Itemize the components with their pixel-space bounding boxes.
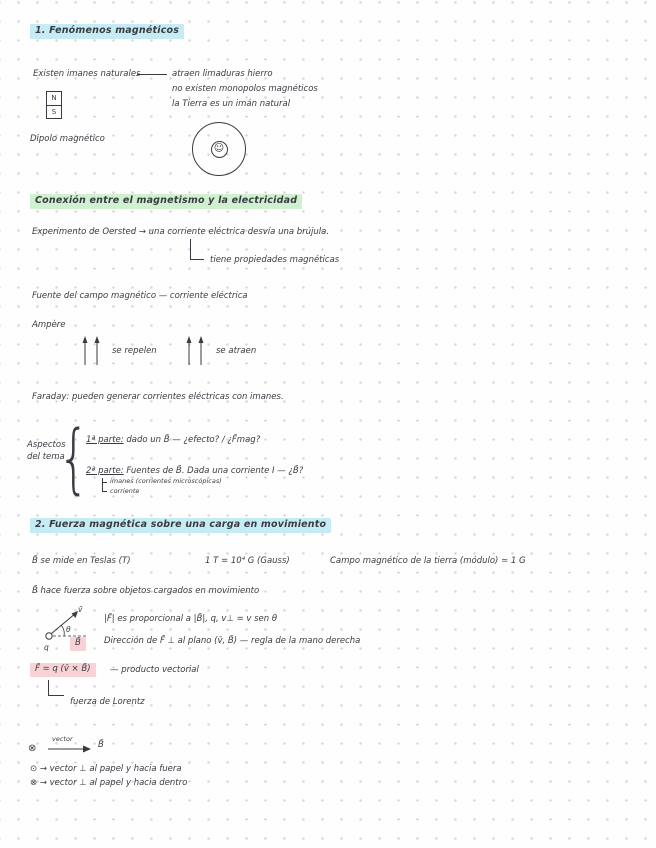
natural-magnets-text: Existen imanes naturales: [33, 69, 141, 79]
part2-sub-stub2: [102, 491, 107, 492]
gauss-conversion-text: 1 T = 10⁴ G (Gauss): [205, 556, 290, 566]
b-vector-label: B̄: [98, 740, 104, 750]
oersted-note-bracket: [190, 239, 204, 260]
section3-title: 2. Fuerza magnética sobre una carga en movimiento: [30, 518, 331, 533]
aspects-brace: {: [58, 413, 90, 502]
part1-line: [86, 435, 260, 446]
part2-sub2-text: corriente: [110, 487, 140, 495]
vector-arrow: [46, 742, 94, 756]
lorentz-equation: F̄ = q (v̄ × B̄): [30, 663, 96, 677]
force-on-charges-text: B̄ hace fuerza sobre objetos cargados en movimiento: [32, 586, 260, 596]
lorentz-name-label: fuerza de Lorentz: [70, 697, 145, 707]
part2-sub-bracket: [102, 478, 103, 492]
section2-title: Conexión entre el magnetismo y la electricidad: [30, 194, 302, 209]
charge-velocity-diagram: [36, 604, 102, 652]
branch-earth-magnet: la Tierra es un imán natural: [172, 99, 291, 109]
cross-product-note: — producto vectorial: [110, 665, 199, 675]
charge-label: q: [44, 643, 49, 652]
field-source-text: Fuente del campo magnético — corriente eléctrica: [32, 291, 248, 301]
into-page-symbol: ⊗: [28, 743, 37, 754]
velocity-label: v̄: [78, 605, 83, 614]
lorentz-bracket: [48, 680, 64, 696]
part1-label: 1ª parte:: [86, 435, 124, 445]
b-field-label: B̄: [70, 637, 86, 651]
part2-text: Fuentes de B̄. Dada una corriente I — ¿B̄?: [123, 466, 304, 476]
tesla-units-text: B̄ se mide en Teslas (T): [32, 556, 131, 566]
part2-sub1-text: imanes (corrientes microscópicas): [110, 477, 222, 485]
part2-label: 2ª parte:: [86, 466, 124, 476]
earth-face-icon: ☺: [211, 141, 228, 158]
branch-no-monopoles: no existen monopolos magnéticos: [172, 84, 318, 94]
section1-title: 1. Fenómenos magnéticos: [30, 24, 184, 39]
earth-drawing: [192, 122, 246, 176]
vector-arrow-label: vector: [52, 735, 73, 743]
earth-field-text: Campo magnético de la tierra (módulo) ≃ 1 G: [330, 556, 526, 566]
force-direction-text: Dirección de F̄ ⊥ al plano (v̄, B̄) — regla de la mano derecha: [104, 636, 361, 646]
part2-sub-stub1: [102, 482, 107, 483]
ampere-label: Ampère: [32, 320, 66, 330]
oersted-text: Experimento de Oersted → una corriente eléctrica desvía una brújula.: [32, 227, 330, 237]
out-of-page-definition: ⊙ → vector ⊥ al papel y hacia fuera: [30, 764, 182, 774]
part2-line: [86, 466, 303, 477]
dipole-caption: Dipolo magnético: [30, 134, 105, 144]
parallel-currents-repel-diagram: [76, 334, 106, 368]
attract-label: se atraen: [216, 346, 257, 356]
force-proportional-text: |F̄| es proporcional a |B̄|, q, v⊥ = v sen θ: [104, 614, 278, 624]
parallel-currents-attract-diagram: [180, 334, 210, 368]
dipole-north-label: N: [51, 94, 57, 102]
aspects-label-line1: Aspectos: [27, 440, 66, 450]
aspects-label-line2: del tema: [27, 452, 65, 462]
repel-label: se repelen: [112, 346, 157, 356]
branch-connector-line: [137, 74, 167, 75]
part1-text: dado un B̄ — ¿efecto? / ¿F̄mag?: [123, 435, 261, 445]
dipole-magnet-diagram: [46, 91, 62, 119]
oersted-note-text: tiene propiedades magnéticas: [210, 255, 340, 265]
faraday-text: Faraday: pueden generar corrientes eléctricas con imanes.: [32, 392, 284, 402]
theta-label: θ: [66, 625, 71, 634]
branch-attract-filings: atraen limaduras hierro: [172, 69, 273, 79]
dipole-south-label: S: [47, 105, 61, 118]
into-page-definition: ⊗ → vector ⊥ al papel y hacia dentro: [30, 778, 188, 788]
